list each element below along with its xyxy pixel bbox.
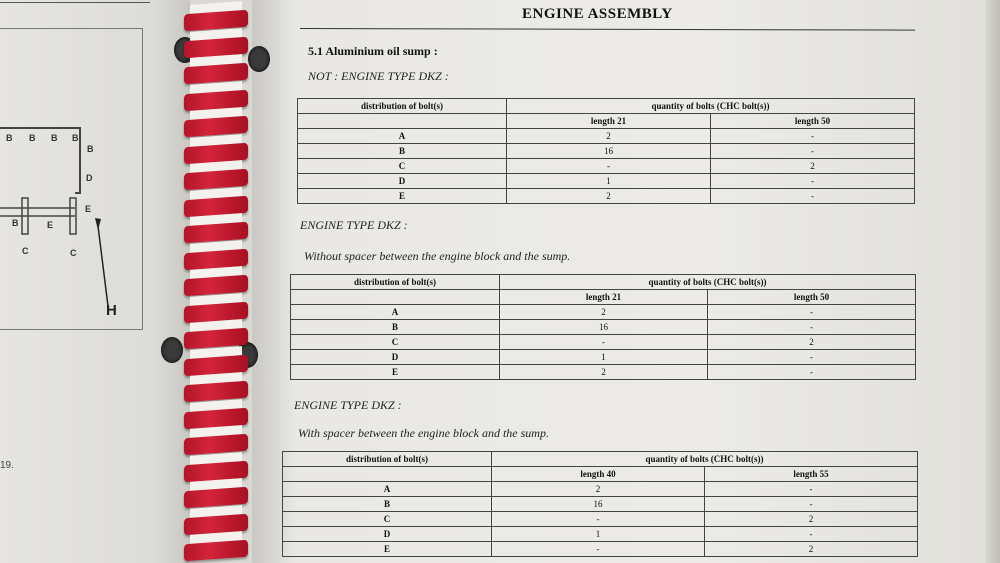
fig-letter-b6: B bbox=[12, 218, 19, 228]
dist-cell: E bbox=[298, 189, 507, 204]
dist-cell: B bbox=[291, 320, 500, 335]
col2-header: length 50 bbox=[710, 114, 914, 129]
fig-letter-d: D bbox=[86, 173, 93, 183]
col1-header: length 40 bbox=[492, 467, 705, 482]
punch-hole-right-top bbox=[248, 46, 270, 72]
left-page-rule bbox=[0, 2, 150, 3]
value-cell: - bbox=[707, 350, 915, 365]
value-cell: 2 bbox=[707, 335, 915, 350]
dist-cell: E bbox=[283, 542, 492, 557]
table-row bbox=[291, 335, 916, 350]
table-row bbox=[283, 542, 918, 557]
value-cell: 2 bbox=[500, 305, 708, 320]
block2-note: Without spacer between the engine block and the sump. bbox=[304, 249, 571, 263]
col2-header: length 55 bbox=[704, 467, 917, 482]
row-header-cell: distribution of bolt(s) bbox=[291, 275, 500, 290]
table-row bbox=[283, 482, 918, 497]
punch-hole-left-bottom bbox=[161, 337, 183, 363]
empty-cell bbox=[291, 290, 500, 305]
value-cell: - bbox=[704, 527, 917, 542]
fig-letter-c1: C bbox=[22, 246, 29, 256]
value-cell: - bbox=[707, 365, 915, 380]
value-cell: 1 bbox=[500, 350, 708, 365]
value-cell: - bbox=[704, 497, 917, 512]
fig-letter-c2: C bbox=[70, 248, 77, 258]
table-row bbox=[298, 189, 915, 204]
table-row bbox=[283, 527, 918, 542]
value-cell: 1 bbox=[507, 174, 711, 189]
dist-cell: C bbox=[291, 335, 500, 350]
table-row bbox=[291, 305, 916, 320]
fig-letter-b2: B bbox=[29, 133, 36, 143]
block3-label: ENGINE TYPE DKZ : bbox=[294, 398, 402, 412]
value-cell: - bbox=[492, 512, 705, 527]
value-cell: 1 bbox=[492, 527, 705, 542]
value-cell: 16 bbox=[492, 497, 705, 512]
left-page bbox=[0, 0, 190, 563]
value-cell: - bbox=[710, 174, 914, 189]
value-cell: 2 bbox=[507, 189, 711, 204]
dist-cell: A bbox=[283, 482, 492, 497]
value-cell: 2 bbox=[507, 129, 711, 144]
group-header-cell: quantity of bolts (CHC bolt(s)) bbox=[507, 99, 915, 114]
fig-letter-b4: B bbox=[72, 133, 79, 143]
dist-cell: D bbox=[291, 350, 500, 365]
figure-callout-h: H bbox=[106, 302, 117, 319]
value-cell: - bbox=[492, 542, 705, 557]
dist-cell: C bbox=[283, 512, 492, 527]
table-row bbox=[298, 129, 915, 144]
value-cell: 2 bbox=[704, 542, 917, 557]
bolt-table-3 bbox=[282, 451, 918, 557]
subsection-heading: 5.1 Aluminium oil sump : bbox=[308, 44, 438, 58]
value-cell: 2 bbox=[710, 159, 914, 174]
dist-cell: D bbox=[298, 174, 507, 189]
fig-letter-b5: B bbox=[87, 144, 94, 154]
col1-header: length 21 bbox=[507, 114, 711, 129]
col2-header: length 50 bbox=[707, 290, 915, 305]
fig-letter-e1: E bbox=[85, 204, 92, 214]
value-cell: - bbox=[704, 482, 917, 497]
table-row bbox=[291, 365, 916, 380]
value-cell: 2 bbox=[492, 482, 705, 497]
group-header-cell: quantity of bolts (CHC bolt(s)) bbox=[500, 275, 916, 290]
value-cell: - bbox=[710, 144, 914, 159]
fig-letter-e2: E bbox=[47, 220, 54, 230]
group-header-cell: quantity of bolts (CHC bolt(s)) bbox=[492, 452, 918, 467]
value-cell: - bbox=[507, 159, 711, 174]
value-cell: - bbox=[500, 335, 708, 350]
value-cell: - bbox=[710, 129, 914, 144]
dist-cell: D bbox=[283, 527, 492, 542]
value-cell: 16 bbox=[500, 320, 708, 335]
sump-bolt-diagram bbox=[0, 28, 142, 328]
dist-cell: A bbox=[298, 129, 507, 144]
empty-cell bbox=[283, 467, 492, 482]
value-cell: - bbox=[710, 189, 914, 204]
table-row bbox=[298, 144, 915, 159]
value-cell: 2 bbox=[704, 512, 917, 527]
value-cell: 16 bbox=[507, 144, 711, 159]
value-cell: - bbox=[707, 320, 915, 335]
bolt-table-1 bbox=[297, 98, 915, 204]
bolt-table-2 bbox=[290, 274, 916, 380]
table-row bbox=[283, 512, 918, 527]
table-row bbox=[298, 159, 915, 174]
block1-label: NOT : ENGINE TYPE DKZ : bbox=[308, 69, 449, 83]
dist-cell: C bbox=[298, 159, 507, 174]
table-row bbox=[283, 497, 918, 512]
empty-cell bbox=[298, 114, 507, 129]
dist-cell: B bbox=[298, 144, 507, 159]
dist-cell: B bbox=[283, 497, 492, 512]
table-row bbox=[298, 174, 915, 189]
section-title: ENGINE ASSEMBLY bbox=[522, 6, 673, 22]
table-row bbox=[291, 320, 916, 335]
dist-cell: A bbox=[291, 305, 500, 320]
value-cell: 2 bbox=[500, 365, 708, 380]
col1-header: length 21 bbox=[500, 290, 708, 305]
row-header-cell: distribution of bolt(s) bbox=[298, 99, 507, 114]
figure-number: 19. bbox=[0, 460, 14, 471]
dist-cell: E bbox=[291, 365, 500, 380]
value-cell: - bbox=[707, 305, 915, 320]
fig-letter-b1: B bbox=[6, 133, 13, 143]
row-header-cell: distribution of bolt(s) bbox=[283, 452, 492, 467]
table-row bbox=[291, 350, 916, 365]
block3-note: With spacer between the engine block and the sump. bbox=[298, 426, 549, 440]
block2-label: ENGINE TYPE DKZ : bbox=[300, 218, 408, 232]
page-edge bbox=[986, 0, 1000, 563]
fig-letter-b3: B bbox=[51, 133, 58, 143]
